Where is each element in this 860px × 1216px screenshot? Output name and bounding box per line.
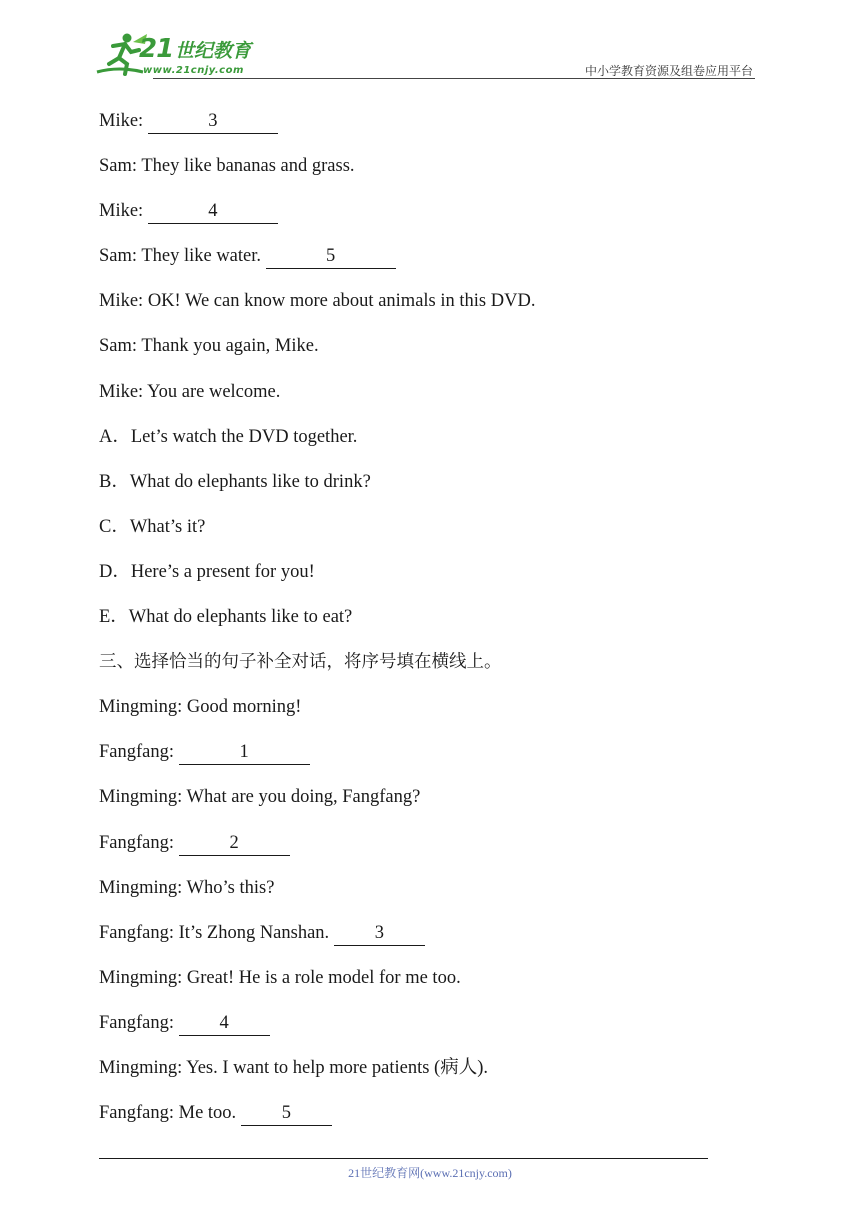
option-e: E．What do elephants like to eat? (99, 607, 353, 628)
answer-blank[interactable]: 2 (179, 833, 290, 856)
document-body (99, 108, 759, 1145)
dialogue-line: Sam: They like bananas and grass. (99, 156, 355, 177)
dialogue-line (99, 1100, 759, 1145)
answer-blank[interactable]: 4 (179, 1013, 270, 1036)
dialogue-line: Mingming: What are you doing, Fangfang? (99, 787, 421, 808)
dialogue-line: Mike: OK! We can know more about animals in this DVD. (99, 291, 536, 312)
header-divider (153, 78, 755, 79)
dialogue-line: Mingming: Good morning! (99, 697, 302, 718)
logo (93, 30, 263, 78)
answer-blank[interactable]: 5 (266, 246, 396, 269)
dialogue-line (99, 920, 759, 965)
dialogue-line (99, 108, 759, 153)
line-text: Sam: They like water. (99, 246, 266, 267)
line-text: Mike: (99, 201, 148, 222)
dialogue-line: Mingming: Great! He is a role model for me too. (99, 967, 461, 988)
line-text: Fangfang: Me too. (99, 1103, 241, 1124)
footer-divider (99, 1158, 708, 1159)
dialogue-line: Mike: You are welcome. (99, 381, 281, 402)
dialogue-line (99, 739, 759, 784)
answer-blank[interactable]: 5 (241, 1103, 332, 1126)
footer-text: 21世纪教育网(www.21cnjy.com) (348, 1166, 512, 1180)
dialogue-line: Sam: Thank you again, Mike. (99, 336, 319, 357)
dialogue-line (99, 1010, 759, 1055)
option-d: D．Here’s a present for you! (99, 561, 315, 582)
page-header (93, 30, 755, 80)
dialogue-line (99, 830, 759, 875)
dialogue-line: Mingming: Yes. I want to help more patients (病人). (99, 1057, 488, 1078)
dialogue-line: Mingming: Who’s this? (99, 877, 275, 898)
answer-blank[interactable]: 3 (334, 923, 425, 946)
option-a: A．Let’s watch the DVD together. (99, 426, 358, 447)
dialogue-line (99, 198, 759, 243)
section-heading: 三、选择恰当的句子补全对话，将序号填在横线上。 (99, 652, 502, 673)
answer-blank[interactable]: 3 (148, 111, 278, 134)
line-text: Fangfang: (99, 832, 179, 853)
line-text: Fangfang: (99, 742, 179, 763)
line-text: Mike: (99, 111, 148, 131)
option-b: B．What do elephants like to drink? (99, 471, 371, 492)
option-c: C．What’s it? (99, 516, 206, 537)
logo-url: www.21cnjy.com (143, 65, 244, 76)
dialogue-line (99, 243, 759, 288)
line-text: Fangfang: (99, 1012, 179, 1033)
logo-text: 世纪教育 (175, 40, 252, 62)
answer-blank[interactable]: 1 (179, 742, 310, 765)
answer-blank[interactable]: 4 (148, 201, 278, 224)
logo-number: 21 (139, 34, 174, 64)
line-text: Fangfang: It’s Zhong Nanshan. (99, 922, 334, 943)
header-platform-text: 中小学教育资源及组卷应用平台 (584, 64, 753, 78)
